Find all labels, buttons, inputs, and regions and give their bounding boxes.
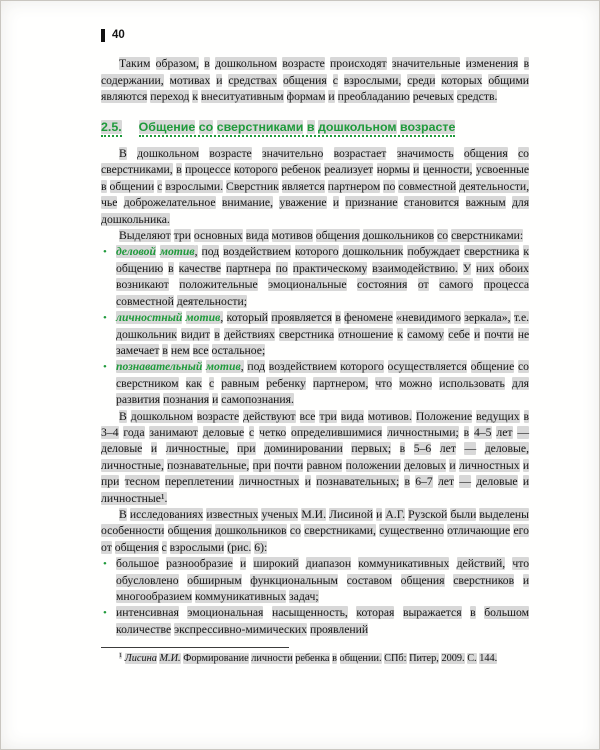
motives-list [101, 244, 529, 408]
footnote-text [101, 652, 529, 666]
bullet-icon: • [103, 312, 107, 325]
features-list [101, 556, 529, 638]
list-item [101, 556, 529, 605]
footnote-block [101, 647, 529, 666]
footnote-rule [101, 647, 289, 648]
motive-lead: деловой мотив [116, 245, 195, 259]
list-item [101, 244, 529, 310]
motive-text: , который проявляется в феномене «невидимого зеркала», т.е. дошкольник видит в действиях сверстника отношение к самому себе и почти не замечает в нем все остальное; [116, 311, 530, 357]
bullet-icon: • [103, 558, 107, 571]
motive-text: , под воздействием которого осуществляется общение со сверстником как с равным ребенку партнером, что можно использовать для развития познания и самопознания. [116, 360, 530, 407]
footnote-author: Лисина М.И. [124, 653, 181, 665]
feature-text: большое разнообразие и широкий диапазон коммуникативных действий, что обусловлено обширным функциональным составом общения сверстников и многообразием коммуникативных задач; [116, 557, 530, 603]
list-item [101, 605, 529, 638]
paragraph-peers-importance: В дошкольном возрасте значительно возрастает значимость общения со сверстниками, в процессе которого ребенок реализует нормы и ценности, усвоенные в общении с взрослыми. Сверстник является партнером по совместной деятельности, чье доброжелательное внимание, уважение и признание становится важным для дошкольника. [101, 147, 530, 226]
motive-lead: познавательный мотив [116, 360, 241, 374]
paragraph-motives-lead: Выделяют три основных вида мотивов общения дошкольников со сверстниками: [119, 229, 524, 243]
page-number: 40 [112, 29, 125, 41]
section-heading [101, 119, 529, 135]
paragraph-research: В исследованиях известных ученых М.И. Лисиной и А.Г. Рузской были выделены особенности общения дошкольников со сверстниками, существенно отличающие его от общения с взрослыми (рис. 6): [101, 507, 530, 554]
section-number: 2.5. [101, 120, 122, 137]
page-number-bar-icon [101, 29, 105, 42]
list-item [101, 310, 529, 359]
paragraph-age-stages: В дошкольном возрасте действуют все три вида мотивов. Положение ведущих в 3–4 года занимают деловые с четко определившимися личностными; в 4–5 лет — деловые и личностные, при доминировании первых; в 5–6 лет — деловые, личностные, познавательные, при почти равном положении деловых и личностных и при тесном переплетении личностных и познавательных; в 6–7 лет — деловые и личностные¹. [101, 409, 530, 505]
bullet-icon: • [103, 607, 107, 620]
feature-text: интенсивная эмоциональная насыщенность, которая выражается в большом количестве экспрессивно-мимических проявлений [116, 606, 530, 636]
section-title: Общение со сверстниками в дошкольном возрасте [139, 120, 456, 137]
motive-text: , под воздействием которого дошкольник побуждает сверстника к общению в качестве партнера по практическому взаимодействию. У них обоих возникают положительные эмоциональные состояния от самого процесса совместной деятельности; [116, 245, 530, 308]
bullet-icon: • [103, 361, 107, 374]
motive-lead: личностный мотив [116, 311, 221, 325]
list-item [101, 359, 529, 408]
bullet-icon: • [103, 246, 107, 259]
paragraph-intro: Таким образом, в дошкольном возрасте происходят значительные изменения в содержании, мотивах и средствах общения с взрослыми, среди которых общими являются переход к внеситуативным формам и преобладанию речевых средств. [101, 57, 530, 104]
footnote-marker: 1 [119, 651, 123, 659]
page-number-block [101, 27, 529, 43]
footnote-body: Формирование личности ребенка в общении. СПб: Питер, 2009. С. 144. [183, 653, 498, 665]
